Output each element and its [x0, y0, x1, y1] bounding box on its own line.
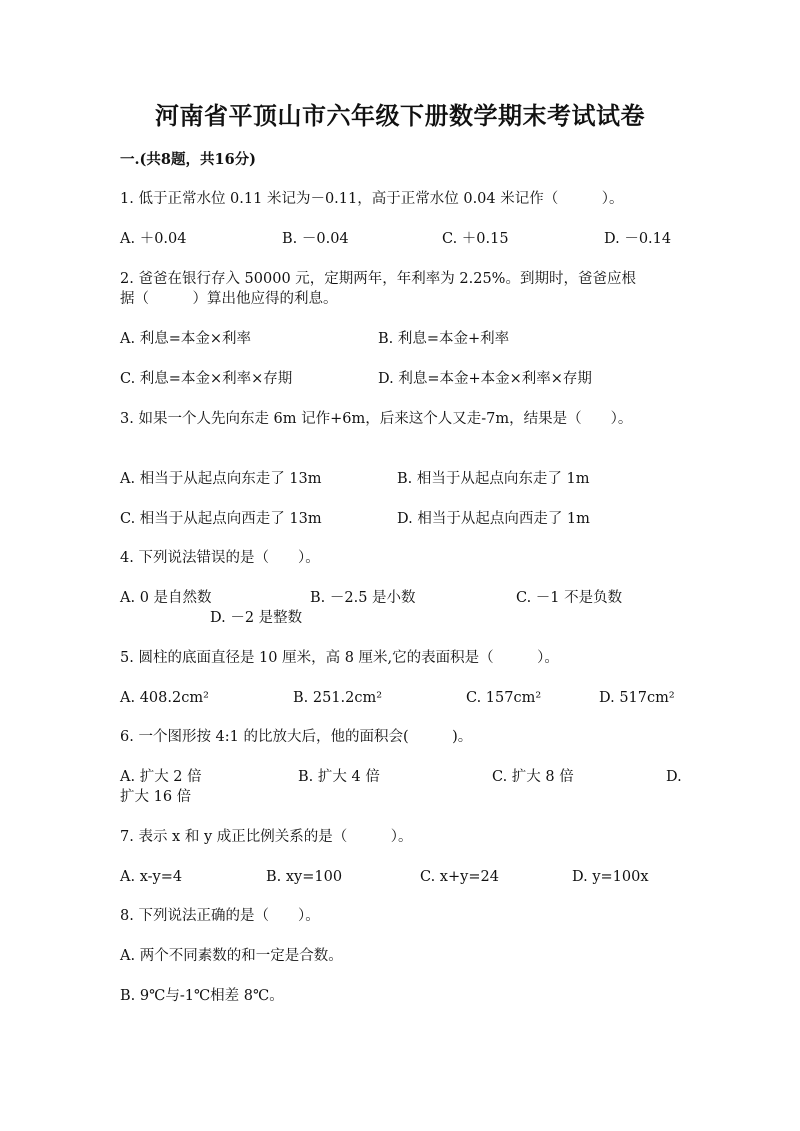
question-2-stem-line-1: 2. 爸爸在银行存入 50000 元，定期两年，年利率为 2.25%。到期时，爸爸应根 — [120, 271, 636, 287]
question-4-option-a: A. 0 是自然数 — [120, 590, 212, 606]
question-2-option-a: A. 利息=本金×利率 — [120, 331, 251, 347]
question-7-option-c: C. x+y=24 — [420, 869, 499, 885]
question-5-option-a: A. 408.2cm² — [120, 690, 209, 706]
question-2-stem-line-2: 据（ ）算出他应得的利息。 — [120, 291, 338, 307]
question-4-option-c: C. －1 不是负数 — [516, 590, 623, 606]
question-1-option-b: B. －0.04 — [282, 231, 349, 247]
section-heading: 一.(共8题，共16分) — [120, 151, 257, 168]
question-3-option-d: D. 相当于从起点向西走了 1m — [397, 511, 590, 527]
question-1-option-a: A. ＋0.04 — [120, 231, 187, 247]
question-4-stem: 4. 下列说法错误的是（ ）。 — [120, 550, 320, 566]
question-6-option-c: C. 扩大 8 倍 — [492, 769, 574, 785]
question-7-option-a: A. x-y=4 — [120, 869, 183, 885]
question-4-option-d: D. －2 是整数 — [210, 610, 303, 626]
question-8-option-b: B. 9℃与-1℃相差 8℃。 — [120, 988, 284, 1004]
question-1-option-c: C. ＋0.15 — [442, 231, 509, 247]
question-6-option-a: A. 扩大 2 倍 — [120, 769, 202, 785]
question-7-option-b: B. xy=100 — [266, 869, 343, 885]
question-5-option-b: B. 251.2cm² — [293, 690, 383, 706]
question-6-option-d-label: D. — [666, 769, 682, 785]
question-2-option-c: C. 利息=本金×利率×存期 — [120, 371, 293, 387]
question-8-stem: 8. 下列说法正确的是（ ）。 — [120, 908, 320, 924]
question-6-option-b: B. 扩大 4 倍 — [298, 769, 380, 785]
page-title: 河南省平顶山市六年级下册数学期末考试试卷 — [155, 101, 645, 130]
question-6-option-d-text: 扩大 16 倍 — [120, 789, 192, 805]
question-4-option-b: B. －2.5 是小数 — [310, 590, 416, 606]
question-2-option-b: B. 利息=本金+利率 — [378, 331, 510, 347]
question-5-stem: 5. 圆柱的底面直径是 10 厘米，高 8 厘米,它的表面积是（ ）。 — [120, 650, 559, 666]
question-3-option-c: C. 相当于从起点向西走了 13m — [120, 511, 322, 527]
question-5-option-d: D. 517cm² — [599, 690, 675, 706]
question-6-stem: 6. 一个图形按 4:1 的比放大后，他的面积会( )。 — [120, 729, 473, 745]
question-1-stem: 1. 低于正常水位 0.11 米记为－0.11，高于正常水位 0.04 米记作（ ）。 — [120, 191, 624, 207]
question-8-option-a: A. 两个不同素数的和一定是合数。 — [120, 948, 343, 964]
question-7-option-d: D. y=100x — [572, 869, 649, 885]
question-3-option-b: B. 相当于从起点向东走了 1m — [397, 471, 590, 487]
question-5-option-c: C. 157cm² — [466, 690, 542, 706]
question-3-option-a: A. 相当于从起点向东走了 13m — [120, 471, 322, 487]
question-1-option-d: D. －0.14 — [604, 231, 672, 247]
question-7-stem: 7. 表示 x 和 y 成正比例关系的是（ ）。 — [120, 829, 413, 845]
question-3-stem: 3. 如果一个人先向东走 6m 记作+6m，后来这个人又走-7m，结果是（ ）。 — [120, 411, 633, 427]
question-2-option-d: D. 利息=本金+本金×利率×存期 — [378, 371, 592, 387]
